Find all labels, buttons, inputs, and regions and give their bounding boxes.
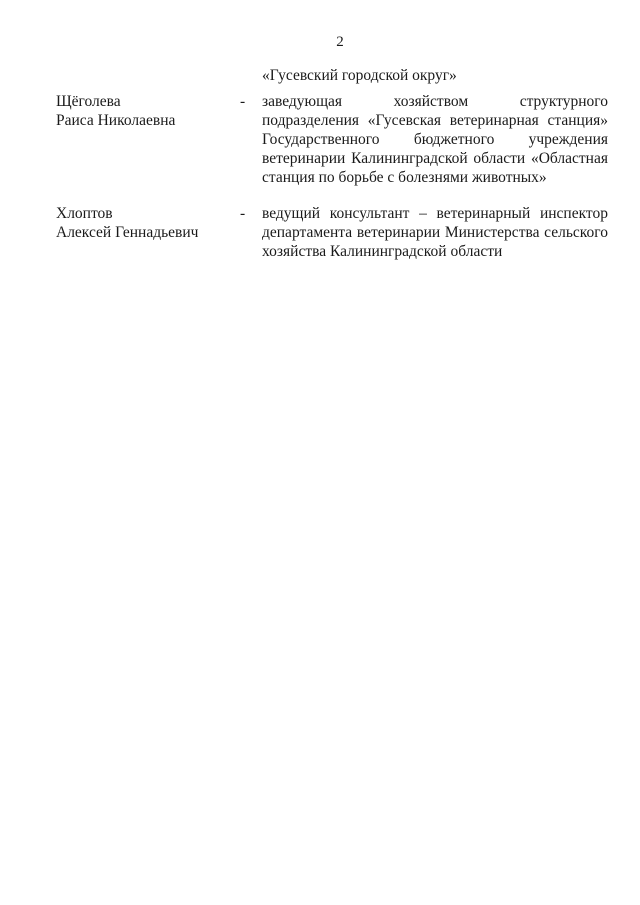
member-name [56,92,226,130]
separator-dash: - [240,205,246,222]
member-given-names: Раиса Николаевна [56,112,176,129]
member-name [56,204,226,242]
member-given-names: Алексей Геннадьевич [56,224,199,241]
member-surname: Щёголева [56,93,121,110]
separator-dash: - [240,93,246,110]
continued-position-text: «Гусевский городской округ» [262,67,457,84]
member-position: ведущий консультант – ветеринарный инспектор департамента ветеринарии Министерства сельского хозяйства Калининградской области [262,205,608,260]
member-surname: Хлоптов [56,205,113,222]
page-number: 2 [336,34,344,50]
member-position: заведующая хозяйством структурного подразделения «Гусевская ветеринарная станция» Государственного бюджетного учреждения ветеринарии Калининградской области «Областная станция по борьбе с болезнями животных» [262,93,608,186]
